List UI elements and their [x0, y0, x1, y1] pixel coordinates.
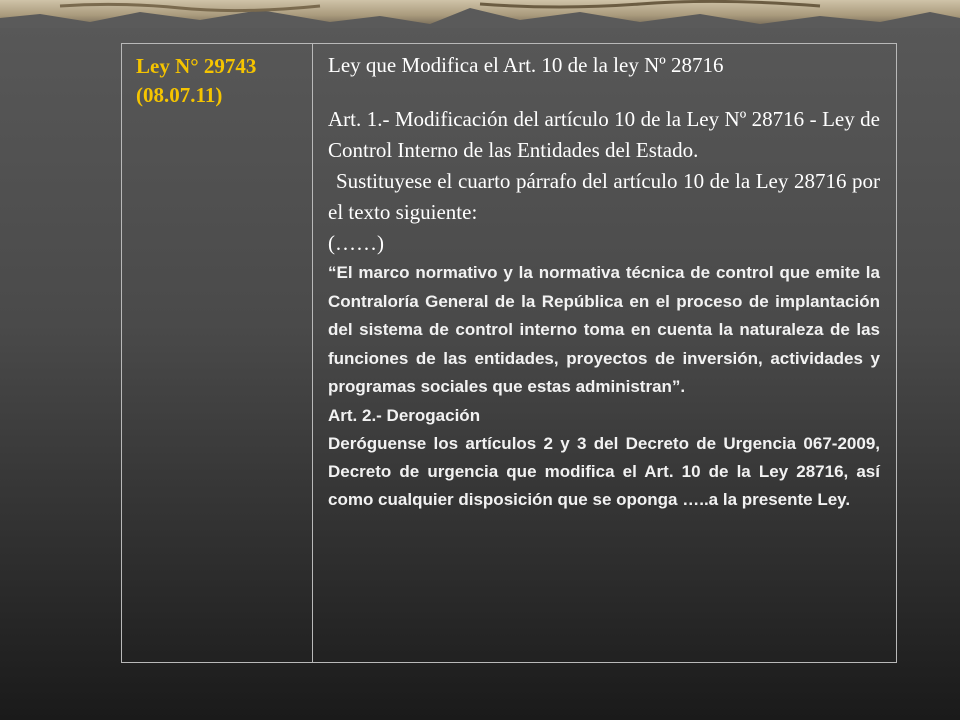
article-2-body: Deróguense los artículos 2 y 3 del Decreto de Urgencia 067-2009, Decreto de urgencia que modifica el Art. 10 de la Ley 28716, así como cualquier disposición que se oponga …..a la presente Ley.: [328, 433, 880, 509]
law-date: (08.07.11): [136, 83, 223, 107]
torn-paper-edge: [0, 0, 960, 28]
article-2-heading: Art. 2.- Derogación: [328, 405, 481, 425]
law-title: Ley que Modifica el Art. 10 de la ley Nº 28716: [328, 53, 724, 77]
decorative-top-band: [0, 0, 960, 28]
law-number: Ley N° 29743: [136, 54, 257, 78]
article-1-heading: Art. 1.- Modificación del artículo 10 de la Ley Nº 28716 - Ley de Control Interno de las Entidades del Estado.: [328, 107, 880, 162]
law-content-cell: [313, 44, 896, 662]
ellipsis: (……): [328, 231, 384, 255]
quoted-text: “El marco normativo y la normativa técnica de control que emite la Contraloría General de la República en el proceso de implantación del sistema de control interno toma en cuenta la naturaleza de las funciones de las entidades, proyectos de inversión, actividades y programas sociales que estas administran”.: [328, 263, 880, 396]
law-id-cell: [122, 44, 313, 662]
law-table: [121, 43, 897, 663]
article-1-body: Sustituyese el cuarto párrafo del artículo 10 de la Ley 28716 por el texto siguiente:: [328, 169, 880, 224]
